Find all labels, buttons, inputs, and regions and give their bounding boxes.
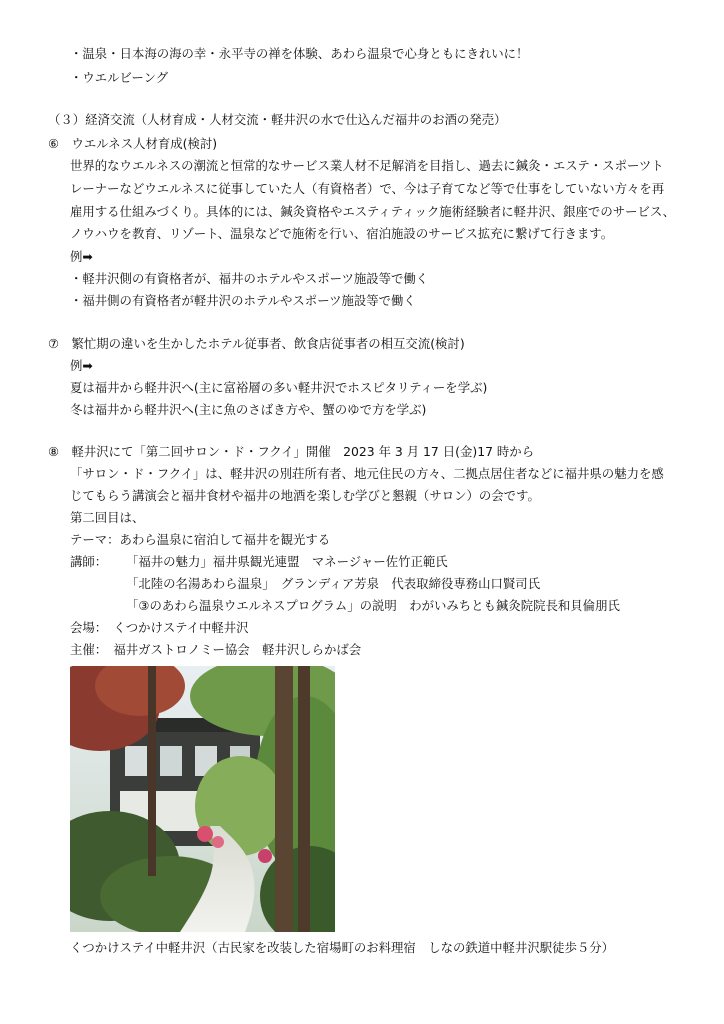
intro-bullet: ・ウエルビーング xyxy=(70,70,169,85)
item6-body-line: 雇用する仕組みづくり。具体的には、鍼灸資格やエスティティック施術経験者に軽井沢、銀座でのサービス、 xyxy=(70,204,676,219)
item8-speaker: 「福井の魅力」福井県観光連盟 マネージャー佐竹正範氏 xyxy=(126,554,448,569)
garden-photo xyxy=(70,666,335,932)
item8-speaker: 「北陸の名湯あわら温泉」 グランディア芳泉 代表取締役専務山口賢司氏 xyxy=(126,576,541,591)
item8-theme: テーマ：あわら温泉に宿泊して福井を観光する xyxy=(70,532,331,547)
item6-body-line: レーナーなどウエルネスに従事していた人（有資格者）で、今は子育てなど等で仕事をしていない方々を再 xyxy=(70,181,665,196)
intro-bullet: ・温泉・日本海の海の幸・永平寺の禅を体験、あわら温泉で心身ともにきれいに！ xyxy=(70,46,529,61)
section3-heading: （３）経済交流（人材育成・人材交流・軽井沢の水で仕込んだ福井のお酒の発売） xyxy=(48,112,507,127)
item6-body-line: 世界的なウエルネスの潮流と恒常的なサービス業人材不足解消を目指し、過去に鍼灸・エステ・スポーツト xyxy=(70,158,664,173)
item6-title: ⑥ ウエルネス人材育成(検討) xyxy=(48,136,218,151)
item6-example: ・福井側の有資格者が軽井沢のホテルやスポーツ施設等で働く xyxy=(70,293,416,308)
item8-body-line: じてもらう講演会と福井食材や福井の地酒を楽しむ学びと懇親（サロン）の会です。 xyxy=(70,488,540,503)
item7-line: 冬は福井から軽井沢へ(主に魚のさばき方や、蟹のゆで方を学ぶ) xyxy=(70,402,427,417)
item8-organizer: 主催： 福井ガストロノミー協会 軽井沢しらかば会 xyxy=(70,642,362,657)
item6-example-label: 例➡ xyxy=(70,249,93,264)
item7-title: ⑦ 繁忙期の違いを生かしたホテル従事者、飲食店従事者の相互交流(検討) xyxy=(48,336,465,351)
item8-speakers-label: 講師： xyxy=(70,554,108,569)
item8-venue: 会場： くつかけステイ中軽井沢 xyxy=(70,620,249,635)
item6-body-line: ノウハウを教育、リゾート、温泉などで施術を行い、宿泊施設のサービス拡充に繋げて行きます。 xyxy=(70,226,614,241)
item8-body-line: 「サロン・ド・フクイ」は、軽井沢の別荘所有者、地元住民の方々、二拠点居住者などに福井県の魅力を感 xyxy=(70,466,664,481)
item8-title: ⑧ 軽井沢にて「第二回サロン・ド・フクイ」開催 2023 年 3 月 17 日(金)17 時から xyxy=(48,444,535,459)
item8-speaker: 「③のあわら温泉ウエルネスプログラム」の説明 わがいみちとも鍼灸院院長和貝倫朋氏 xyxy=(126,598,620,613)
item7-line: 夏は福井から軽井沢へ(主に富裕層の多い軽井沢でホスピタリティーを学ぶ) xyxy=(70,380,488,395)
item8-body-line: 第二回目は、 xyxy=(70,510,145,525)
photo-caption: くつかけステイ中軽井沢（古民家を改装した宿場町のお料理宿 しなの鉄道中軽井沢駅徒歩５分） xyxy=(70,940,615,955)
item6-example: ・軽井沢側の有資格者が、福井のホテルやスポーツ施設等で働く xyxy=(70,271,429,286)
item7-example-label: 例➡ xyxy=(70,358,93,373)
